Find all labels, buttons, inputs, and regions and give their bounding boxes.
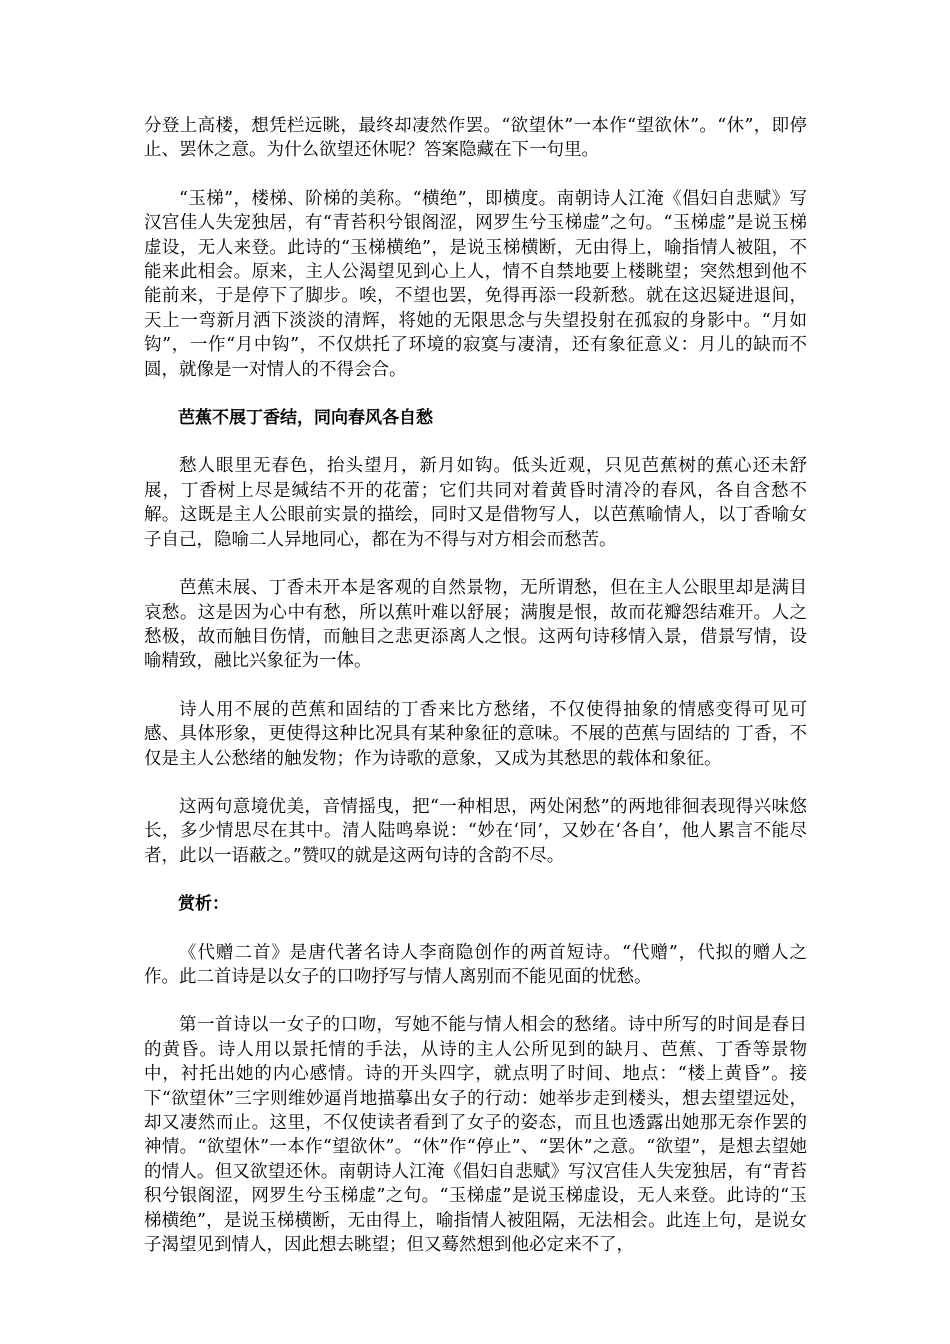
- paragraph-daizeng: 《代赠二首》是唐代著名诗人李商隐创作的两首短诗。“代赠”，代拟的赠人之作。此二首诗是以女子的口吻抒写与情人离别而不能见面的忧愁。: [144, 942, 807, 987]
- paragraph-shiren: 诗人用不展的芭蕉和固结的丁香来比方愁绪，不仅使得抽象的情感变得可见可感、具体形象，更使得这种比况具有某种象征的意味。不展的芭蕉与固结的 丁香，不仅是主人公愁绪的触发物；作为诗歌的意象，又成为其愁思的载体和象征。: [144, 699, 807, 769]
- paragraph-yuti: “玉梯”，楼梯、阶梯的美称。“横绝”，即横度。南朝诗人江淹《倡妇自悲赋》写汉宫佳人失宠独居，有“青苔积兮银阁涩，网罗生兮玉梯虚”之句。“玉梯虚”是说玉梯虚设，无人来登。此诗的“玉梯横绝”，是说玉梯横断，无由得上，喻指情人被阻，不能来此相会。原来，主人公渴望见到心上人，情不自禁地要上楼眺望；突然想到他不能前来，于是停下了脚步。唉，不望也罢，免得再添一段新愁。就在这迟疑进退间，天上一弯新月洒下淡淡的清辉，将她的无限思念与失望投射在孤寂的身影中。“月如钩”，一作“月中钩”，不仅烘托了环境的寂寞与凄清，还有象征意义：月儿的缺而不圆，就像是一对情人的不得会合。: [144, 188, 807, 380]
- section-heading-shangxi: 赏析：: [178, 894, 229, 915]
- paragraph-diyishou: 第一首诗以一女子的口吻，写她不能与情人相会的愁绪。诗中所写的时间是春日的黄昏。诗人用以景托情的手法，从诗的主人公所见到的缺月、芭蕉、丁香等景物中，衬托出她的内心感情。诗的开头四字，就点明了时间、地点：“楼上黄昏”。接下“欲望休”三字则维妙逼肖地描摹出女子的行动：她举步走到楼头，想去望望远处，却又凄然而止。这里，不仅使读者看到了女子的姿态，而且也透露出她那无奈作罢的神情。“欲望休”一本作“望欲休”。“休”作“停止”、“罢休”之意。“欲望”，是想去望她的情人。但又欲望还休。南朝诗人江淹《倡妇自悲赋》写汉宫佳人失宠独居，有“青苔积兮银阁涩，网罗生兮玉梯虚”之句。“玉梯虚”是说玉梯虚设，无人来登。此诗的“玉梯横绝”，是说玉梯横断，无由得上，喻指情人被阻隔，无法相会。此连上句，是说女子渴望见到情人，因此想去眺望；但又蓦然想到他必定来不了，: [144, 1015, 807, 1256]
- paragraph-bajiao-weizhan: 芭蕉未展、丁香未开本是客观的自然景物，无所谓愁，但在主人公眼里却是满目哀愁。这是因为心中有愁，所以蕉叶难以舒展；满腹是恨，故而花瓣怨结难开。人之愁极，故而触目伤情，而触目之悲更添离人之恨。这两句诗移情入景，借景写情，设喻精致，融比兴象征为一体。: [144, 578, 807, 672]
- paragraph-chouren: 愁人眼里无春色，抬头望月，新月如钩。低头近观，只见芭蕉树的蕉心还未舒展，丁香树上尽是缄结不开的花蕾；它们共同对着黄昏时清冷的春风，各自含愁不解。这既是主人公眼前实景的描绘，同时又是借物写人，以芭蕉喻情人，以丁香喻女子自己，隐喻二人异地同心，都在为不得与对方相会而愁苦。: [144, 456, 807, 550]
- paragraph-yijing: 这两句意境优美，音情摇曳，把“一种相思，两处闲愁”的两地徘徊表现得兴味悠长，多少情思尽在其中。清人陆鸣皋说：“妙在‘同’，又妙在‘各自’，他人累言不能尽者，此以一语蔽之。”赞叹的就是这两句诗的含韵不尽。: [144, 796, 807, 866]
- paragraph-intro: 分登上高楼，想凭栏远眺，最终却凄然作罢。“欲望休”一本作“望欲休”。“休”，即停止、罢休之意。为什么欲望还休呢？答案隐藏在下一句里。: [144, 116, 807, 161]
- section-heading-bajiao: 芭蕉不展丁香结，同向春风各自愁: [178, 408, 433, 429]
- document-page: [144, 114, 807, 1257]
